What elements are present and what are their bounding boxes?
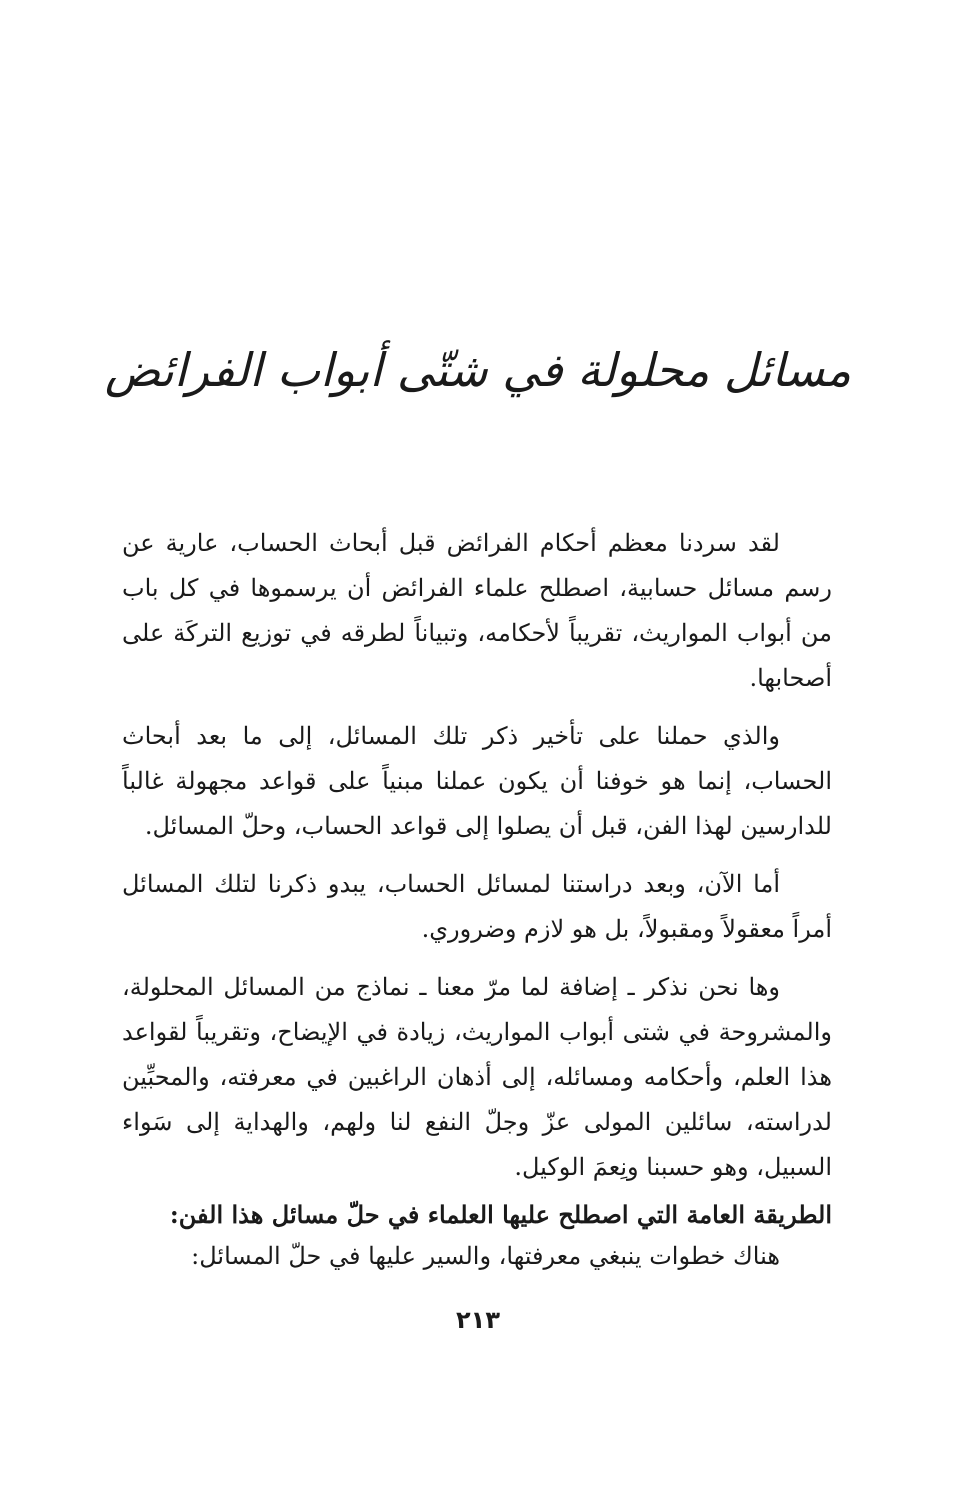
paragraph-2: والذي حملنا على تأخير ذكر تلك المسائل، إلى ما بعد أبحاث الحساب، إنما هو خوفنا أن يكون عملنا مبنياً على قواعد مجهولة غالباً للدارسين لهذا الفن، قبل أن يصلوا إلى قواعد الحساب، وحلّ المسائل. <box>122 722 832 840</box>
section-heading: الطريقة العامة التي اصطلح عليها العلماء في حلّ مسائل هذا الفن: <box>169 1200 832 1229</box>
paragraph-3: أما الآن، وبعد دراستنا لمسائل الحساب، يبدو ذكرنا لتلك المسائل أمراً معقولاً ومقبولاً، بل هو لازم وضروري. <box>122 870 832 943</box>
body-text <box>122 521 832 1203</box>
page-number: ٢١٣ <box>456 1306 500 1334</box>
chapter-title: مسائل محلولة في شتّى أبواب الفرائض <box>104 343 852 397</box>
section-intro-line: هناك خطوات ينبغي معرفتها، والسير عليها في حلّ المسائل: <box>191 1242 780 1270</box>
paragraph-1: لقد سردنا معظم أحكام الفرائض قبل أبحاث الحساب، عارية عن رسم مسائل حسابية، اصطلح علماء الفرائض أن يرسموها في كل باب من أبواب المواريث، تقريباً لأحكامه، وتبياناً لطرقه في توزيع التركَة على أصحابها. <box>122 529 833 692</box>
paragraph-4: وها نحن نذكر ـ إضافة لما مرّ معنا ـ نماذج من المسائل المحلولة، والمشروحة في شتى أبواب المواريث، زيادة في الإيضاح، وتقريباً لقواعد هذا العلم، وأحكامه ومسائله، إلى أذهان الراغبين في معرفته، والمحبِّين لدراسته، سائلين المولى عزّ وجلّ النفع لنا ولهم، والهداية إلى سَواء السبيل، وهو حسبنا ونِعمَ الوكيل. <box>122 973 832 1181</box>
